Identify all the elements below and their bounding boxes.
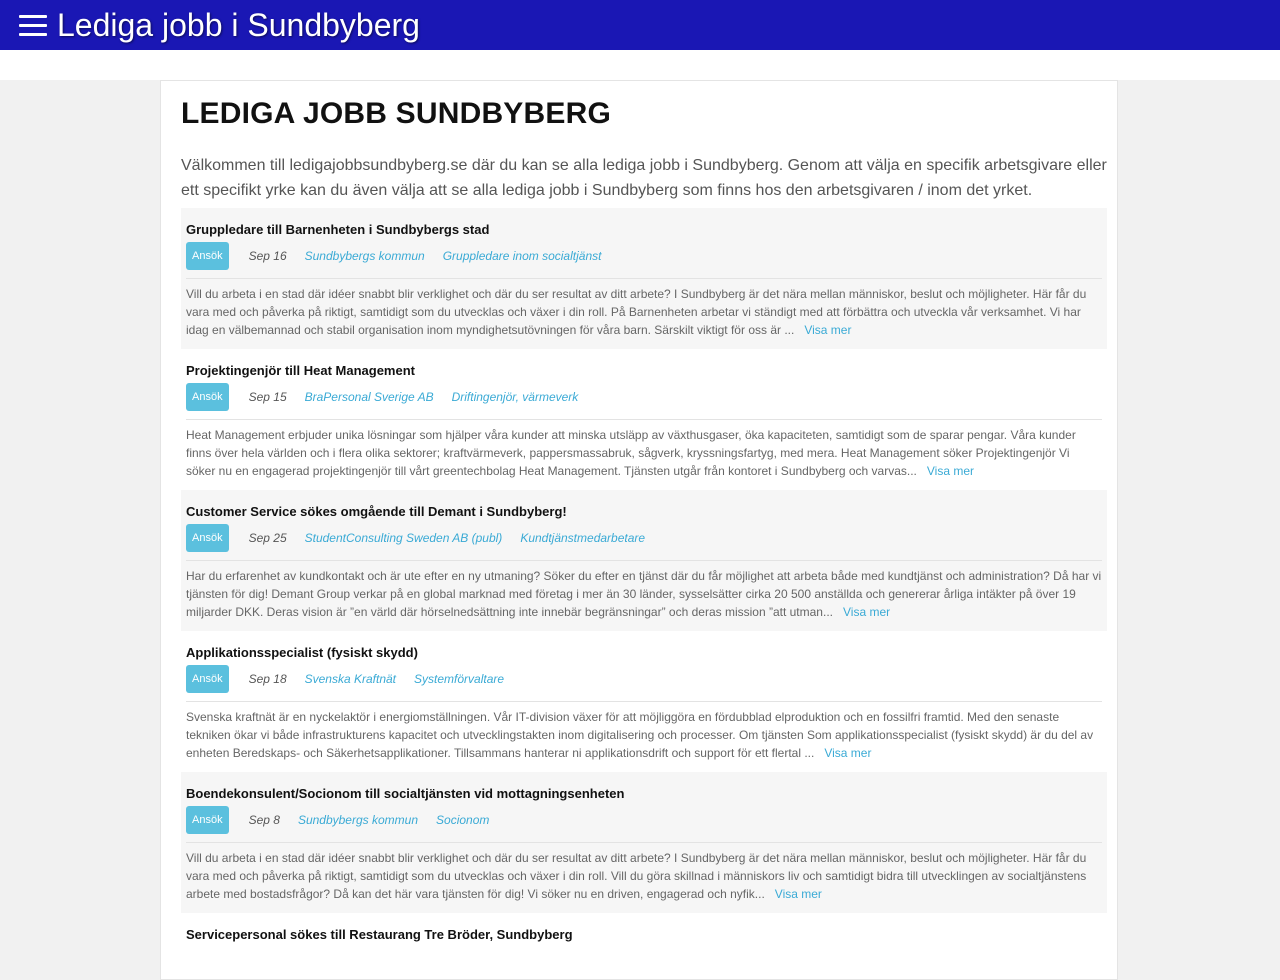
occupation-link[interactable]: Systemförvaltare [414, 672, 505, 686]
job-title[interactable]: Projektingenjör till Heat Management [186, 363, 415, 378]
occupation-link[interactable]: Driftingenjör, värmeverk [451, 390, 579, 404]
description-text: Heat Management erbjuder unika lösningar som hjälper våra kunder att minska utsläpp av växthusgaser, öka kapaciteten, samtidigt som de sparar pengar. Våra kunder finns över hela världen och i flera olika sektorer; kraftvärmeverk, pappersmassabruk, sågverk, kryssningsfartyg, med mera. Heat Management söker Projektingenjör Vi söker nu en engagerad projektingenjör till vårt greentechbolag Heat Management. Tjänsten utgår från kontoret i Sundbyberg och varvas... [186, 428, 1076, 478]
job-date: Sep 18 [248, 672, 287, 686]
divider [186, 701, 1102, 702]
show-more-link[interactable]: Visa mer [842, 605, 891, 619]
job-listing [181, 208, 1107, 349]
occupation-link[interactable]: Gruppledare inom socialtjänst [442, 249, 602, 263]
sub-bar [0, 50, 1280, 80]
job-description [186, 426, 1102, 480]
show-more-link[interactable]: Visa mer [774, 887, 822, 901]
occupation-link[interactable]: Socionom [436, 813, 490, 827]
intro-text: Välkommen till ledigajobbsundbyberg.se där du kan se alla lediga jobb i Sundbyberg. Genom att välja en specifik arbetsgivare eller ett specifikt yrke kan du även välja att se alla lediga jobb i Sundbyberg som finns hos den arbetsgivaren / inom det yrket. [181, 157, 1107, 199]
job-meta [186, 524, 1102, 552]
job-listing [181, 490, 1107, 631]
divider [186, 842, 1102, 843]
job-listing [181, 913, 1107, 953]
job-date: Sep 25 [248, 531, 287, 545]
apply-button[interactable]: Ansök [186, 665, 229, 693]
apply-button[interactable]: Ansök [186, 242, 229, 270]
main-content [160, 80, 1118, 980]
apply-button[interactable]: Ansök [186, 806, 229, 834]
apply-button[interactable]: Ansök [186, 383, 229, 411]
employer-link[interactable]: Sundbybergs kommun [297, 813, 419, 827]
employer-link[interactable]: BraPersonal Sverige AB [304, 390, 434, 404]
job-meta [186, 242, 1102, 270]
description-text: Vill du arbeta i en stad där idéer snabbt blir verklighet och där du ser resultat av ditt arbete? I Sundbyberg är det nära mellan människor, beslut och möjligheter. Här får du vara med och påverka på riktigt, samtidigt som du utvecklas och växer i din roll. Vill du göra skillnad i människors liv och samtidigt bidra till utvecklingen av socialtjänstens arbete med bostadsfrågor? Då kan det här vara tjänsten för dig! Vi söker nu en driven, engagerad och nyfik... [186, 851, 1087, 901]
job-date: Sep 16 [248, 249, 287, 263]
job-date: Sep 8 [248, 813, 280, 827]
apply-button[interactable]: Ansök [186, 524, 229, 552]
employer-link[interactable]: StudentConsulting Sweden AB (publ) [304, 531, 503, 545]
job-title[interactable]: Applikationsspecialist (fysiskt skydd) [186, 645, 418, 660]
job-meta [186, 806, 1102, 834]
job-title[interactable]: Servicepersonal sökes till Restaurang Tre Bröder, Sundbyberg [186, 927, 573, 942]
show-more-link[interactable]: Visa mer [804, 323, 852, 337]
employer-link[interactable]: Svenska Kraftnät [304, 672, 397, 686]
description-text: Svenska kraftnät är en nyckelaktör i energiomställningen. Vår IT-division växer för att möjliggöra en fördubblad elproduktion och en fossilfri framtid. Med den senaste tekniken ökar vi både infrastrukturens kapacitet och utvecklingstakten inom digitalisering och processer. Om tjänsten Som applikationsspecialist (fysiskt skydd) är du del av enheten Beredskaps- och Säkerhetsapplikationer. Tillsammans hanterar ni applikationsdrift och support för ett flertal ... [186, 710, 1094, 760]
employer-link[interactable]: Sundbybergs kommun [304, 249, 425, 263]
job-listing [181, 349, 1107, 490]
job-description [186, 285, 1102, 339]
job-title[interactable]: Customer Service sökes omgående till Demant i Sundbyberg! [186, 504, 567, 519]
occupation-link[interactable]: Kundtjänstmedarbetare [520, 531, 646, 545]
job-meta [186, 665, 1102, 693]
job-description [186, 567, 1102, 621]
divider [186, 560, 1102, 561]
job-date: Sep 15 [248, 390, 287, 404]
hamburger-menu-icon[interactable] [19, 14, 47, 36]
site-title[interactable]: Lediga jobb i Sundbyberg [57, 6, 420, 43]
divider [186, 278, 1102, 279]
description-text: Vill du arbeta i en stad där idéer snabbt blir verklighet och där du ser resultat av ditt arbete? I Sundbyberg är det nära mellan människor, beslut och möjligheter. Här får du vara med och påverka på riktigt, samtidigt som du utvecklas och växer i din roll. På Barnenheten arbetar vi ständigt med att förbättra och utveckla vår verksamhet. Vi har idag en välbemannad och stabil organisation inom myndighetsutövningen för våra barn. Särskilt viktigt för oss är ... [186, 287, 1087, 337]
job-title[interactable]: Gruppledare till Barnenheten i Sundbybergs stad [186, 222, 490, 237]
job-meta [186, 383, 1102, 411]
top-navbar [0, 0, 1280, 50]
show-more-link[interactable]: Visa mer [926, 464, 975, 478]
divider [186, 419, 1102, 420]
page-heading: LEDIGA JOBB SUNDBYBERG [181, 97, 611, 130]
description-text: Har du erfarenhet av kundkontakt och är ute efter en ny utmaning? Söker du efter en tjänst där du får möjlighet att arbeta både med kundtjänst och administration? Då har vi tjänsten för dig! Demant Group verkar på en global marknad med företag i mer än 30 länder, sysselsätter cirka 20 500 anställda och genererar årliga intäkter på över 19 miljarder DKK. Deras vision är ”en värld där hörselnedsättning inte innebär begränsningar” och deras mission ”att utman... [186, 569, 1102, 619]
job-title[interactable]: Boendekonsulent/Socionom till socialtjänsten vid mottagningsenheten [186, 786, 625, 801]
job-description [186, 849, 1102, 903]
job-listing [181, 772, 1107, 913]
job-description [186, 708, 1102, 762]
job-listing [181, 631, 1107, 772]
show-more-link[interactable]: Visa mer [824, 746, 872, 760]
